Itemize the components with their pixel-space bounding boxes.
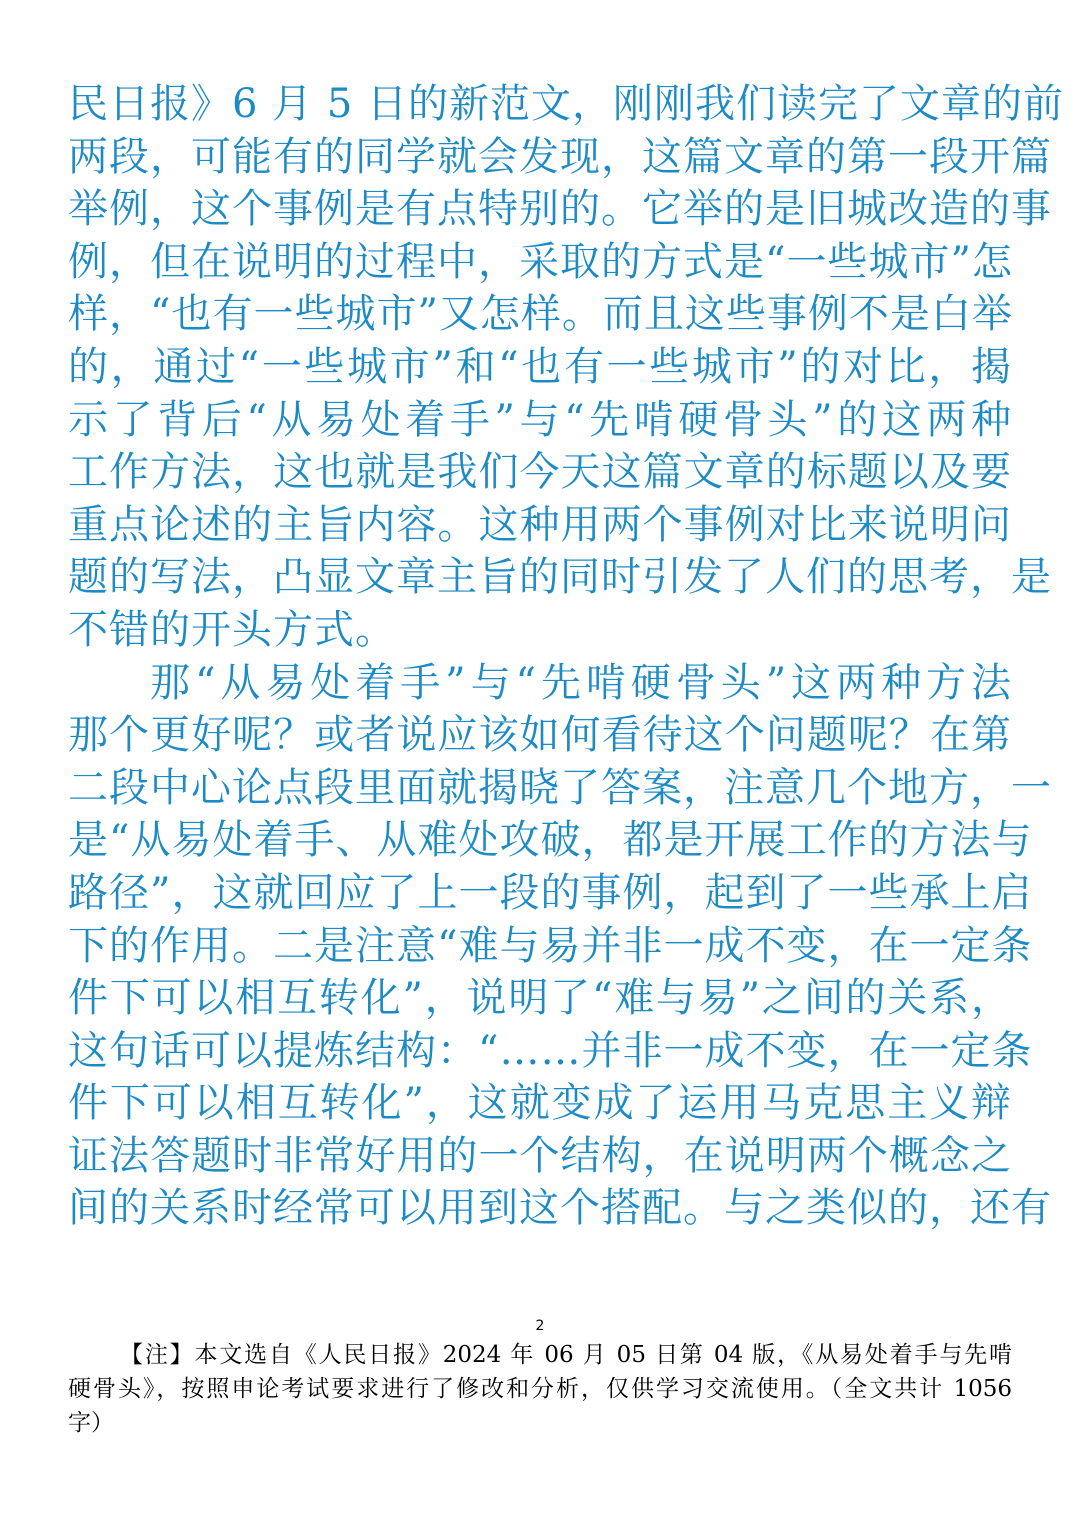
footnote-line-1: 【注】本文选自《人民日报》2024 年 06 月 05 日第 04 版，《从易处着手与先啃 <box>120 1342 1012 1368</box>
footnote-line-2: 硬骨头》，按照申论考试要求进行了修改和分析，仅供学习交流使用。（全文共计 1056 <box>68 1376 1012 1402</box>
body-line-13: 那个更好呢？或者说应该如何看待这个问题呢？在第 <box>68 712 1012 759</box>
body-line-16: 路径”，这就回应了上一段的事例，起到了一些承上启 <box>68 869 1033 916</box>
body-line-20: 件下可以相互转化”，这就变成了运用马克思主义辩 <box>68 1080 1012 1127</box>
body-line-14: 二段中心论点段里面就揭晓了答案，注意几个地方，一 <box>68 764 1052 811</box>
body-line-11: 不错的开头方式。 <box>68 606 396 653</box>
footnote-line-3: 字） <box>68 1410 114 1436</box>
body-line-7: 示了背后“从易处着手”与“先啃硬骨头”的这两种 <box>68 396 1012 443</box>
footnote <box>68 1338 1012 1440</box>
body-line-21: 证法答题时非常好用的一个结构，在说明两个概念之 <box>68 1132 1012 1179</box>
body-line-1: 民日报》6 月 5 日的新范文，刚刚我们读完了文章的前 <box>68 81 1065 127</box>
body-line-4: 例，但在说明的过程中，采取的方式是“一些城市”怎 <box>68 238 1013 285</box>
body-line-19: 这句话可以提炼结构：“……并非一成不变，在一定条 <box>68 1027 1033 1074</box>
body-line-10: 题的写法，凸显文章主旨的同时引发了人们的思考，是 <box>68 554 1052 601</box>
body-line-17: 下的作用。二是注意“难与易并非一成不变，在一定条 <box>68 922 1033 969</box>
body-line-18: 件下可以相互转化”，说明了“难与易”之间的关系， <box>68 975 1012 1022</box>
page-number: 2 <box>535 1318 545 1334</box>
body-line-6: 的，通过“一些城市”和“也有一些城市”的对比，揭 <box>68 343 1012 390</box>
body-line-2: 两段，可能有的同学就会发现，这篇文章的第一段开篇 <box>68 133 1052 180</box>
body-line-5: 样，“也有一些城市”又怎样。而且这些事例不是白举 <box>68 291 1013 338</box>
body-line-12: 那“从易处着手”与“先啃硬骨头”这两种方法 <box>150 659 1012 706</box>
body-line-22: 间的关系时经常可以用到这个搭配。与之类似的，还有 <box>68 1185 1052 1232</box>
body-line-9: 重点论述的主旨内容。这种用两个事例对比来说明问 <box>68 501 1012 548</box>
article-body <box>68 78 1065 1235</box>
body-line-8: 工作方法，这也就是我们今天这篇文章的标题以及要 <box>68 449 1012 496</box>
body-line-15: 是“从易处着手、从难处攻破，都是开展工作的方法与 <box>68 817 1033 864</box>
body-line-3: 举例，这个事例是有点特别的。它举的是旧城改造的事 <box>68 186 1052 233</box>
